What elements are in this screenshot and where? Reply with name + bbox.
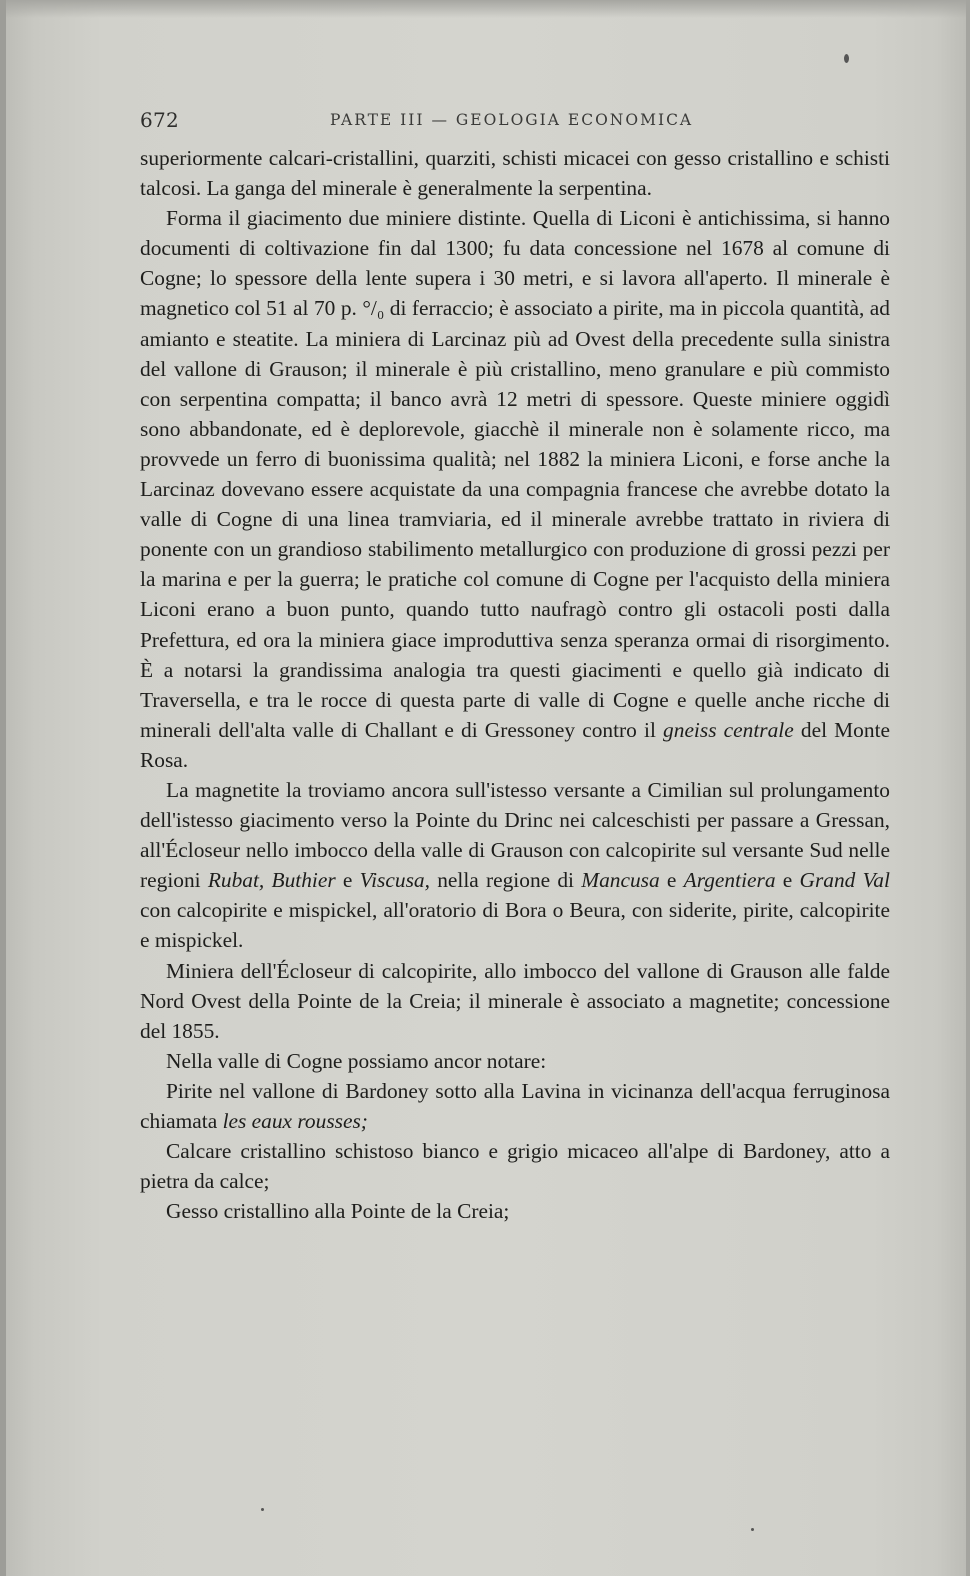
ink-speck <box>261 1508 264 1511</box>
paragraph-text: nella regione di <box>437 868 575 893</box>
paragraph-8 <box>140 1196 890 1226</box>
paragraph-text: e <box>666 868 677 893</box>
italic-place: Rubat, Buthier <box>207 868 336 893</box>
paragraph-text: Calcare cristallino schistoso bianco e grigio micaceo all'alpe di Bardoney, atto a pietra da calce; <box>140 1139 890 1194</box>
paragraph-text: con calcopirite e mispickel, all'oratorio di Bora o Beura, con siderite, pirite, calcopirite e mispickel. <box>140 898 890 953</box>
ink-speck <box>751 1528 754 1531</box>
paragraph-text: e <box>782 868 793 893</box>
paragraph-text: Gesso cristallino alla Pointe de la Creia; <box>166 1199 510 1224</box>
paragraph-4 <box>140 956 890 1046</box>
paragraph-text: Forma il giacimento due miniere distinte. Quella di Liconi è antichissima, si hanno documenti di coltivazione fin dal 1300; fu data concessione nel 1678 al comune di Cogne; lo spessore della lente supera i 30 metri, e si lavora all'aperto. Il minerale è magnetico col 51 al 70 p. °/₀ di ferraccio; è associato a pirite, ma in piccola quantità, ad amianto e steatite. La miniera di Larcinaz più ad Ovest della precedente sulla sinistra del vallone di Grauson; il minerale è più cristallino, meno granulare e più commisto con serpentina compatta; il banco avrà 12 metri di spessore. Queste miniere oggidì sono abbandonate, ed è deplorevole, giacchè il minerale non è solamente ricco, ma provvede un ferro di buonissima qualità; nel 1882 la miniera Liconi, e forse anche la Larcinaz dovevano essere acquistate da una compagnia francese che avrebbe dotato la valle di Cogne di una linea tramviaria, ed il minerale avrebbe trattato in riviera di ponente con un grandioso stabilimento metallurgico con produzione di grossi pezzi per la marina e per la guerra; le pratiche col comune di Cogne per l'acquisto della miniera Liconi erano a buon punto, quando tutto naufragò contro gli ostacoli posti dalla Prefettura, ed ora la miniera giace improduttiva senza speranza ormai di risorgimento. È a notarsi la grandissima analogia tra questi giacimenti e quello già indicato di Traversella, e tra le rocce di questa parte di valle di Cogne e quelle anche ricche di minerali dell'alta valle di Challant e di Gressoney contro il <box>140 206 890 742</box>
scan-shadow <box>6 0 966 18</box>
body-text <box>140 143 890 1226</box>
paragraph-6 <box>140 1076 890 1136</box>
italic-place: Viscusa, <box>359 868 430 893</box>
italic-place: Mancusa <box>581 868 660 893</box>
italic-term: gneiss centrale <box>663 717 794 742</box>
running-head: PARTE III — GEOLOGIA ECONOMICA <box>330 111 694 129</box>
paragraph-text: La magnetite la troviamo ancora sull'istesso versante a Cimilian sul prolungamento dell'istesso giacimento verso la Pointe du Drinc nei calceschisti per passare a Gressan, all'Écloseur nello imbocco della valle di Grauson con calcopirite sul versante Sud nelle regioni <box>140 777 890 893</box>
paragraph-1 <box>140 143 890 203</box>
paragraph-text: Miniera dell'Écloseur di calcopirite, allo imbocco del vallone di Grauson alle falde Nord Ovest della Pointe de la Creia; il minerale è associato a magnetite; concessione del 1855. <box>140 958 890 1043</box>
paragraph-text: Pirite nel vallone di Bardoney sotto alla Lavina in vicinanza dell'acqua ferruginosa chiamata <box>140 1078 890 1133</box>
italic-place: Grand Val <box>799 868 890 893</box>
paragraph-3 <box>140 775 890 956</box>
page-header <box>140 108 890 138</box>
paragraph-text: del Monte Rosa. <box>140 717 891 772</box>
paragraph-text: e <box>342 868 353 893</box>
paragraph-5 <box>140 1046 890 1076</box>
paragraph-2 <box>140 203 890 775</box>
paragraph-text: Nella valle di Cogne possiamo ancor notare: <box>166 1048 547 1073</box>
paragraph-text: superiormente calcari-cristallini, quarziti, schisti micacei con gesso cristallino e schisti talcosi. La ganga del minerale è generalmente la serpentina. <box>140 146 890 201</box>
italic-place: Argentiera <box>683 868 776 893</box>
page-number: 672 <box>140 108 180 132</box>
italic-term: les eaux rousses; <box>222 1109 368 1133</box>
ink-speck <box>844 54 849 63</box>
paragraph-7 <box>140 1136 890 1196</box>
